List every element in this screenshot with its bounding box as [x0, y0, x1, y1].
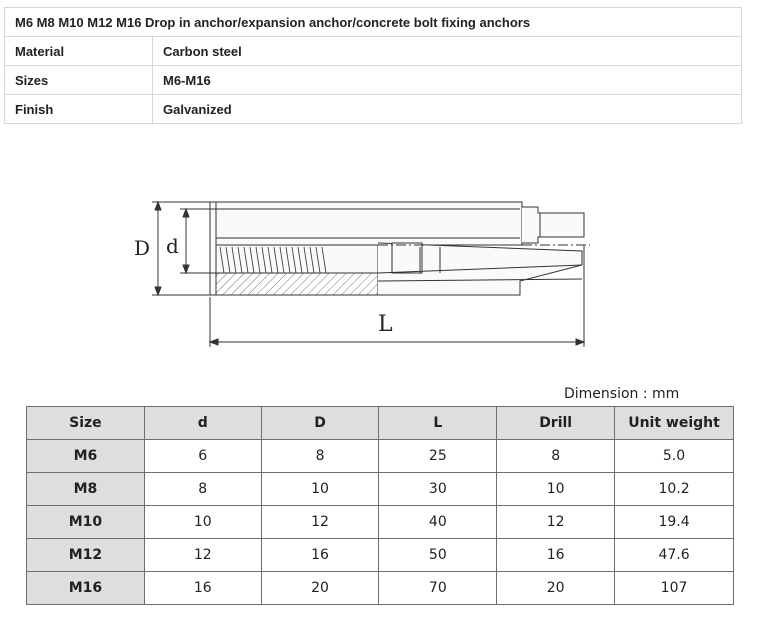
cell-drill: 20 — [497, 572, 615, 605]
table-row — [27, 506, 734, 539]
cell-unit-weight: 107 — [615, 572, 734, 605]
cell-drill: 8 — [497, 440, 615, 473]
spec-row-finish — [5, 95, 742, 124]
cell-drill: 10 — [497, 473, 615, 506]
spec-key: Sizes — [5, 66, 153, 95]
spec-title-row — [5, 8, 742, 37]
dimension-header-row — [27, 407, 734, 440]
header-unit-weight: Unit weight — [615, 407, 734, 440]
cell-d: 12 — [144, 539, 261, 572]
dim-D — [152, 202, 210, 295]
table-row — [27, 440, 734, 473]
cell-d: 16 — [144, 572, 261, 605]
cell-D: 8 — [261, 440, 379, 473]
cell-D: 10 — [261, 473, 379, 506]
cell-L: 25 — [379, 440, 497, 473]
header-drill: Drill — [497, 407, 615, 440]
label-L: L — [378, 312, 393, 337]
cell-drill: 16 — [497, 539, 615, 572]
cell-size: M6 — [27, 440, 145, 473]
cell-unit-weight: 47.6 — [615, 539, 734, 572]
spec-row-material — [5, 37, 742, 66]
anchor-outline — [210, 202, 590, 295]
spec-row-sizes — [5, 66, 742, 95]
cell-L: 40 — [379, 506, 497, 539]
cell-d: 6 — [144, 440, 261, 473]
cell-L: 30 — [379, 473, 497, 506]
cell-d: 10 — [144, 506, 261, 539]
cell-D: 16 — [261, 539, 379, 572]
label-d: d — [166, 234, 179, 258]
cell-unit-weight: 5.0 — [615, 440, 734, 473]
cell-D: 20 — [261, 572, 379, 605]
cell-L: 70 — [379, 572, 497, 605]
table-row — [27, 572, 734, 605]
dimension-caption: Dimension : mm — [564, 386, 680, 402]
cell-size: M10 — [27, 506, 145, 539]
cell-d: 8 — [144, 473, 261, 506]
cell-unit-weight: 10.2 — [615, 473, 734, 506]
header-size: Size — [27, 407, 145, 440]
cell-unit-weight: 19.4 — [615, 506, 734, 539]
table-row — [27, 473, 734, 506]
cell-D: 12 — [261, 506, 379, 539]
cell-size: M8 — [27, 473, 145, 506]
spec-value: M6-M16 — [153, 66, 742, 95]
header-D: D — [261, 407, 379, 440]
spec-value: Carbon steel — [153, 37, 742, 66]
cell-drill: 12 — [497, 506, 615, 539]
dimension-table — [26, 406, 734, 605]
anchor-drawing — [120, 185, 600, 355]
spec-value: Galvanized — [153, 95, 742, 124]
cell-L: 50 — [379, 539, 497, 572]
header-d: d — [144, 407, 261, 440]
spec-table — [4, 7, 742, 124]
spec-key: Material — [5, 37, 153, 66]
table-row — [27, 539, 734, 572]
cell-size: M16 — [27, 572, 145, 605]
spec-key: Finish — [5, 95, 153, 124]
header-L: L — [379, 407, 497, 440]
spec-title: M6 M8 M10 M12 M16 Drop in anchor/expansion anchor/concrete bolt fixing anchors — [5, 8, 742, 37]
cell-size: M12 — [27, 539, 145, 572]
label-D: D — [134, 236, 151, 260]
